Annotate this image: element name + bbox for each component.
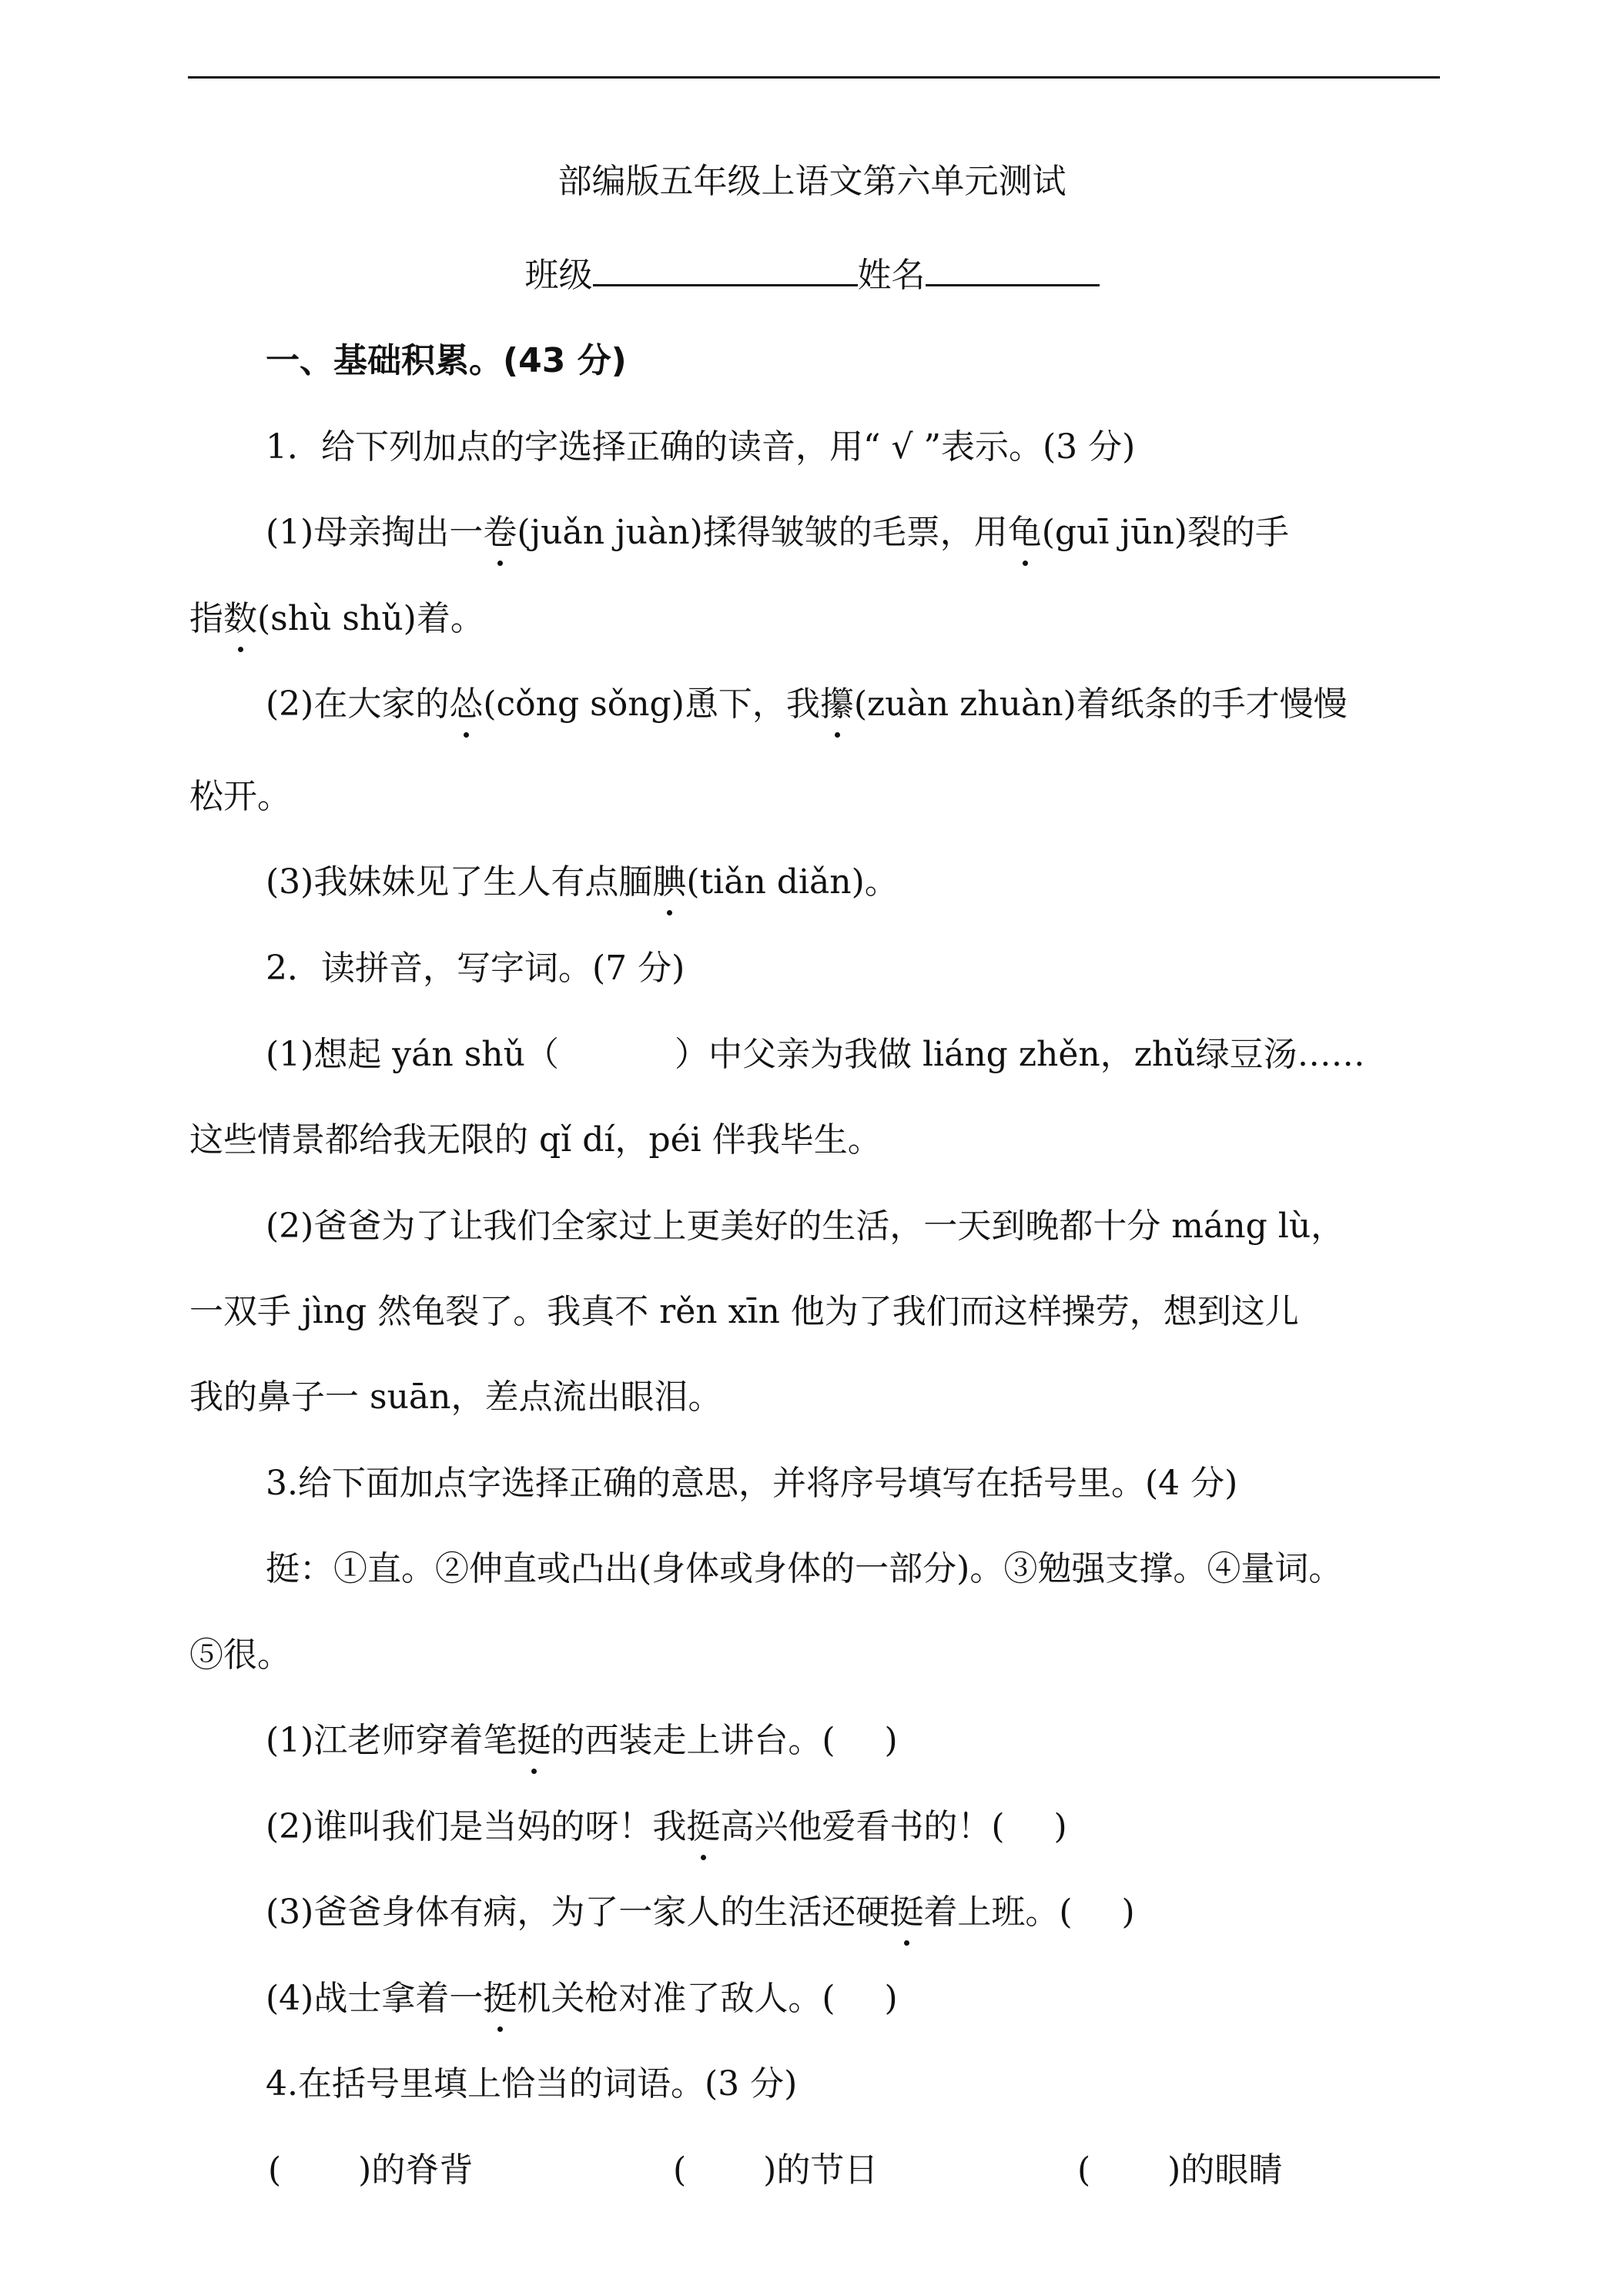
q2-item-1-cont: 这些情景都给我无限的 qǐ dí，péi 伴我毕生。 xyxy=(189,1120,882,1160)
q3-sentence-1: (1)江老师穿着笔挺的西装走上讲台。( ) xyxy=(0,1714,1624,1768)
q1-item-1-cont: 指数(shù shǔ)着。 xyxy=(0,592,1624,646)
q1-stem: 1．给下列加点的字选择正确的读音，用“ √ ”表示。(3 分) xyxy=(266,427,1136,467)
header-rule xyxy=(188,76,1440,79)
name-label: 姓名 xyxy=(857,256,926,295)
dotted-char: 挺 xyxy=(889,1886,923,1940)
dotted-char: 龟 xyxy=(1008,506,1042,560)
q1-item-3: (3)我妹妹见了生人有点腼腆(tiǎn diǎn)。 xyxy=(0,855,1624,909)
q2-item-2-cont-1: 一双手 jìng 然龟裂了。我真不 rěn xīn 他为了我们而这样操劳，想到这儿 xyxy=(189,1292,1299,1331)
q3-stem: 3.给下面加点字选择正确的意思，并将序号填写在括号里。(4 分) xyxy=(266,1464,1238,1503)
q1-item-2-cont: 松开。 xyxy=(189,777,291,816)
q2-item-2-cont-2: 我的鼻子一 suān，差点流出眼泪。 xyxy=(189,1377,722,1417)
q1-item-1: (1)母亲掏出一卷(juǎn juàn)揉得皱皱的毛票，用龟(guī jūn)裂的手 xyxy=(0,506,1624,560)
dotted-char: 腆 xyxy=(652,855,686,909)
q4-item-2: ( )的节日 xyxy=(673,2150,879,2190)
student-info-row xyxy=(0,249,1624,303)
q3-sentence-2: (2)谁叫我们是当妈的呀！我挺高兴他爱看书的！( ) xyxy=(0,1800,1624,1854)
class-field[interactable] xyxy=(593,250,858,286)
dotted-char: 挺 xyxy=(686,1800,720,1854)
q4-item-3: ( )的眼睛 xyxy=(1077,2150,1283,2190)
q4-items-row xyxy=(0,2144,1624,2197)
dotted-char: 怂 xyxy=(449,678,483,731)
dotted-char: 攥 xyxy=(820,678,854,731)
q3-sentence-4: (4)战士拿着一挺机关枪对准了敌人。( ) xyxy=(0,1972,1624,2026)
q3-sentence-3: (3)爸爸身体有病，为了一家人的生活还硬挺着上班。( ) xyxy=(0,1886,1624,1940)
dotted-char: 卷 xyxy=(483,506,517,560)
section-heading: 一、基础积累。(43 分) xyxy=(266,341,627,380)
page-title: 部编版五年级上语文第六单元测试 xyxy=(558,162,1066,201)
q4-stem: 4.在括号里填上恰当的词语。(3 分) xyxy=(266,2064,798,2104)
dotted-char: 数 xyxy=(223,592,257,646)
q2-item-1: (1)想起 yán shǔ（ ）中父亲为我做 liáng zhěn，zhǔ绿豆汤…… xyxy=(266,1035,1365,1074)
class-label: 班级 xyxy=(524,256,593,295)
q3-definitions-cont: ⑤很。 xyxy=(189,1635,291,1675)
q3-definitions: 挺：①直。②伸直或凸出(身体或身体的一部分)。③勉强支撑。④量词。 xyxy=(266,1549,1343,1588)
dotted-char: 挺 xyxy=(517,1714,551,1768)
q2-item-2: (2)爸爸为了让我们全家过上更美好的生活，一天到晚都十分 máng lù， xyxy=(266,1207,1345,1246)
q4-item-1: ( )的脊背 xyxy=(268,2150,474,2190)
dotted-char: 挺 xyxy=(483,1972,517,2026)
q2-stem: 2．读拼音，写字词。(7 分) xyxy=(266,949,685,988)
q1-item-2: (2)在大家的怂(cǒng sǒng)恿下，我攥(zuàn zhuàn)着纸条的手才慢慢 xyxy=(0,678,1624,731)
name-field[interactable] xyxy=(926,250,1100,286)
